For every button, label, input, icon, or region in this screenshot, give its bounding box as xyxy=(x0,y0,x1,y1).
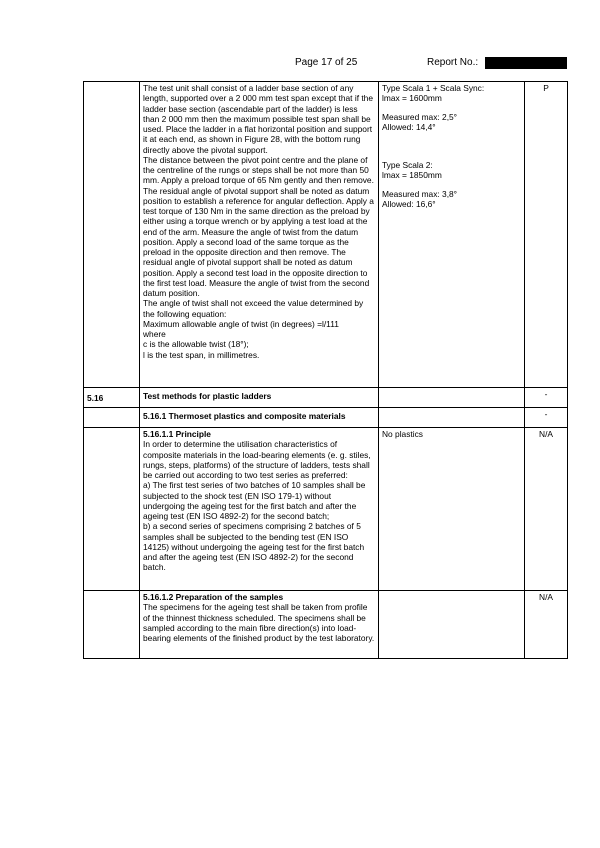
subsection-title: 5.16.1.1 Principle xyxy=(143,429,211,439)
result-measured-2: Measured max: 3,8° xyxy=(382,188,458,199)
result-cell xyxy=(379,388,525,408)
report-number-label: Report No.: xyxy=(427,57,479,68)
result-cell xyxy=(379,408,525,428)
verdict-cell: - xyxy=(525,388,568,408)
result-lmax-1: lmax = 1600mm xyxy=(382,93,442,104)
requirement-paragraph: end of the arm. Measure the angle of twist from the datum position. Apply a second load of the same torque as the preload in the opposite direction and then remove. The residual angle of pivotal support shall be noted as datum position. Apply a second test load in the opposite direction to the first test load. Measure the angle of twist from the second datum position. xyxy=(143,226,370,298)
requirement-paragraph: The angle of twist shall not exceed the value determined by the following equation: xyxy=(143,298,364,319)
verdict-cell: P xyxy=(525,82,568,388)
requirement-cell xyxy=(140,591,379,659)
result-type-1: Type Scala 1 + Scala Sync: xyxy=(382,83,485,93)
clause-cell xyxy=(84,408,140,428)
section-title: Test methods for plastic ladders xyxy=(140,388,379,408)
requirement-paragraph: a) The first test series of two batches of 10 samples shall be subjected to the shock test (EN ISO 179-1) without undergoing the ageing test for the first batch and after the ageing test (EN ISO 4892-2) for the second batch; xyxy=(143,480,366,521)
table-row xyxy=(84,428,568,591)
requirement-paragraph: c is the allowable twist (18°); xyxy=(143,339,249,350)
table-row xyxy=(84,591,568,659)
requirement-paragraph: l is the test span, in millimetres. xyxy=(143,349,260,360)
verdict-cell: N/A xyxy=(525,591,568,659)
clause-cell: 5.16 xyxy=(84,388,140,408)
page-number: Page 17 of 25 xyxy=(295,57,358,68)
requirement-paragraph: b) a second series of specimens comprising 2 batches of 5 samples shall be subjected to the bending test (EN ISO 14125) without undergoing the ageing test for the first batch and after the ageing test (EN ISO 4892-2) for the second batch. xyxy=(143,521,365,573)
subsection-title: 5.16.1.2 Preparation of the samples xyxy=(143,592,284,602)
result-allowed-1: Allowed: 14,4° xyxy=(382,121,436,132)
requirement-paragraph: The distance between the pivot point centre and the plane of the centreline of the rungs or steps shall be not more than 50 mm. Apply a preload torque of 65 Nm gently and then remove. The residual angle of pivotal support shall be noted as datum position to establish a reference for angular deflection. Apply a test torque of 130 Nm in the same direction as the preload by either using a torque wrench or by applying a test load at the xyxy=(143,154,374,227)
result-cell xyxy=(379,82,525,388)
table-row xyxy=(84,408,568,428)
result-cell: No plastics xyxy=(379,428,525,591)
table-row xyxy=(84,388,568,408)
section-title: 5.16.1 Thermoset plastics and composite materials xyxy=(140,408,379,428)
result-lmax-2: lmax = 1850mm xyxy=(382,170,442,181)
test-report-table xyxy=(83,81,568,659)
page-header xyxy=(0,57,600,71)
requirement-paragraph: The test unit shall consist of a ladder base section of any length, supported over a 2 000 mm test span except that if the ladder base section (ascendable part of the ladder) is less than 2 000 mm then the maximum possible test span shall be used. Place the ladder in a flat horizontal position and support it at each end, as shown in Figure 28, with the bottom rung directly above the pivotal support. xyxy=(143,83,373,155)
requirement-cell xyxy=(140,428,379,591)
result-allowed-2: Allowed: 16,6° xyxy=(382,198,436,209)
requirement-paragraph: In order to determine the utilisation characteristics of composite materials in the load-bearing elements (e. g. stiles, rungs, steps, platforms) of the structure of ladders, tests shall be carried out according to two test series as preferred: xyxy=(143,439,371,480)
redacted-report-number xyxy=(485,57,567,69)
verdict-cell: - xyxy=(525,408,568,428)
result-cell xyxy=(379,591,525,659)
requirement-paragraph: where xyxy=(143,329,166,339)
requirement-paragraph: The specimens for the ageing test shall be taken from profile of the thinnest thickness scheduled. The specimens shall be sampled according to the main fibre direction(s) into load-bearing elements of the finished product by the test laboratory. xyxy=(143,602,375,643)
clause-cell xyxy=(84,82,140,388)
clause-cell xyxy=(84,428,140,591)
verdict-cell: N/A xyxy=(525,428,568,591)
requirement-cell xyxy=(140,82,379,388)
requirement-paragraph: Maximum allowable angle of twist (in degrees) =l/111 xyxy=(143,318,339,329)
result-type-2: Type Scala 2: xyxy=(382,160,433,170)
clause-cell xyxy=(84,591,140,659)
table-row xyxy=(84,82,568,388)
result-measured-1: Measured max: 2,5° xyxy=(382,111,458,122)
